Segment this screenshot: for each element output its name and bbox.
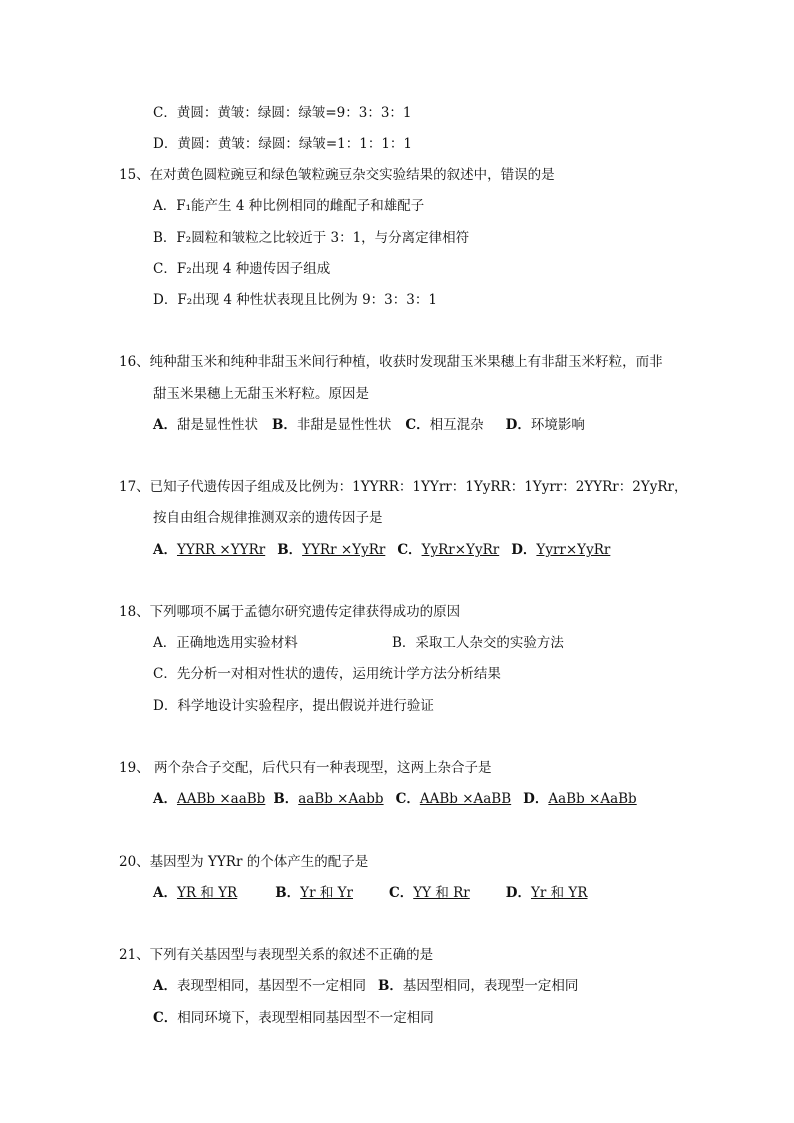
q16-d-text: 环境影响 — [530, 417, 585, 433]
q21-options-c — [153, 1009, 434, 1027]
q19-a-label: A． — [153, 791, 177, 807]
q17-b-label: B． — [277, 542, 303, 558]
q20-d-label: D． — [505, 885, 531, 901]
q20-d-text: Yr 和 YR — [530, 885, 588, 901]
q18-option-a: A．正确地选用实验材料 — [153, 635, 298, 651]
q19-b-text: aaBb ×Aabb — [298, 791, 384, 807]
q17-stem-line1: 17、已知子代遗传因子组成及比例为：1YYRR：1YYrr：1YyRR：1Yyrr：2YYRr：2YyRr， — [119, 479, 688, 495]
q20-options — [153, 884, 588, 902]
q18-option-c: C．先分析一对相对性状的遗传，运用统计学方法分析结果 — [153, 666, 501, 682]
q19-c-label: C． — [395, 791, 420, 807]
q17-b-text: YYRr ×YyRr — [302, 542, 386, 558]
q20-a-label: A． — [153, 885, 177, 901]
q18-stem: 18、下列哪项不属于孟德尔研究遗传定律获得成功的原因 — [119, 604, 461, 620]
q20-c-label: C． — [388, 885, 414, 901]
q19-d-label: D． — [523, 791, 549, 807]
q20-b-text: Yr 和 Yr — [300, 885, 353, 901]
q14-option-d: D．黄圆：黄皱：绿圆：绿皱=1：1：1：1 — [153, 136, 412, 152]
q17-c-label: C． — [397, 542, 422, 558]
q17-options — [153, 541, 610, 559]
q16-a-label: A． — [153, 417, 177, 433]
q16-d-label: D． — [505, 417, 531, 433]
q16-options — [153, 416, 585, 434]
q16-c-text: 相互混杂 — [429, 417, 484, 433]
q21-a-text: 表现型相同，基因型不一定相同 — [176, 978, 366, 994]
q16-b-label: B． — [271, 417, 297, 433]
q19-d-text: AaBb ×AaBb — [548, 791, 637, 807]
q21-c-text: 相同环境下，表现型相同基因型不一定相同 — [177, 1010, 434, 1026]
q21-options-ab — [153, 977, 578, 995]
q20-stem: 20、基因型为 YYRr 的个体产生的配子是 — [119, 854, 369, 870]
q16-c-label: C． — [405, 417, 430, 433]
q19-c-text: AABb ×AaBB — [419, 791, 512, 807]
q18-option-b: B．采取工人杂交的实验方法 — [392, 635, 564, 651]
q17-d-text: Yyrr×YyRr — [536, 542, 611, 558]
q16-stem-line1: 16、纯种甜玉米和纯种非甜玉米间行种植，收获时发现甜玉米果穗上有非甜玉米籽粒，而非 — [119, 354, 663, 370]
q14-option-c: C．黄圆：黄皱：绿圆：绿皱=9：3：3：1 — [153, 105, 412, 121]
q15-option-a: A．F₁能产生 4 种比例相同的雌配子和雄配子 — [153, 198, 425, 214]
q15-stem: 15、在对黄色圆粒豌豆和绿色皱粒豌豆杂交实验结果的叙述中，错误的是 — [119, 167, 555, 183]
q15-option-c: C．F₂出现 4 种遗传因子组成 — [153, 261, 331, 277]
q20-b-label: B． — [275, 885, 301, 901]
q21-stem: 21、下列有关基因型与表现型关系的叙述不正确的是 — [119, 947, 434, 963]
q21-a-label: A． — [153, 978, 177, 994]
q21-b-label: B． — [377, 978, 403, 994]
q19-stem: 19、 两个杂合子交配，后代只有一种表现型，这两上杂合子是 — [119, 760, 492, 776]
q17-a-text: YYRR ×YYRr — [176, 542, 266, 558]
q19-b-label: B． — [273, 791, 299, 807]
q17-stem-line2: 按自由组合规律推测双亲的遗传因子是 — [153, 510, 383, 526]
q15-option-d: D．F₂出现 4 种性状表现且比例为 9：3：3：1 — [153, 292, 437, 308]
q19-a-text: AABb ×aaBb — [176, 791, 266, 807]
q16-stem-line2: 甜玉米果穗上无甜玉米籽粒。原因是 — [153, 386, 369, 402]
q20-a-text: YR 和 YR — [176, 885, 238, 901]
q15-option-b: B．F₂圆粒和皱粒之比较近于 3：1，与分离定律相符 — [153, 230, 470, 246]
q16-b-text: 非甜是显性性状 — [296, 417, 392, 433]
q17-a-label: A． — [153, 542, 177, 558]
q18-option-d: D．科学地设计实验程序，提出假说并进行验证 — [153, 698, 434, 714]
q17-c-text: YyRr×YyRr — [421, 542, 500, 558]
q21-b-text: 基因型相同，表现型一定相同 — [402, 978, 579, 994]
q16-a-text: 甜是显性性状 — [176, 417, 258, 433]
q19-options — [153, 790, 637, 808]
q20-c-text: YY 和 Rr — [413, 885, 470, 901]
q21-c-label: C． — [153, 1010, 178, 1026]
q17-d-label: D． — [511, 542, 537, 558]
